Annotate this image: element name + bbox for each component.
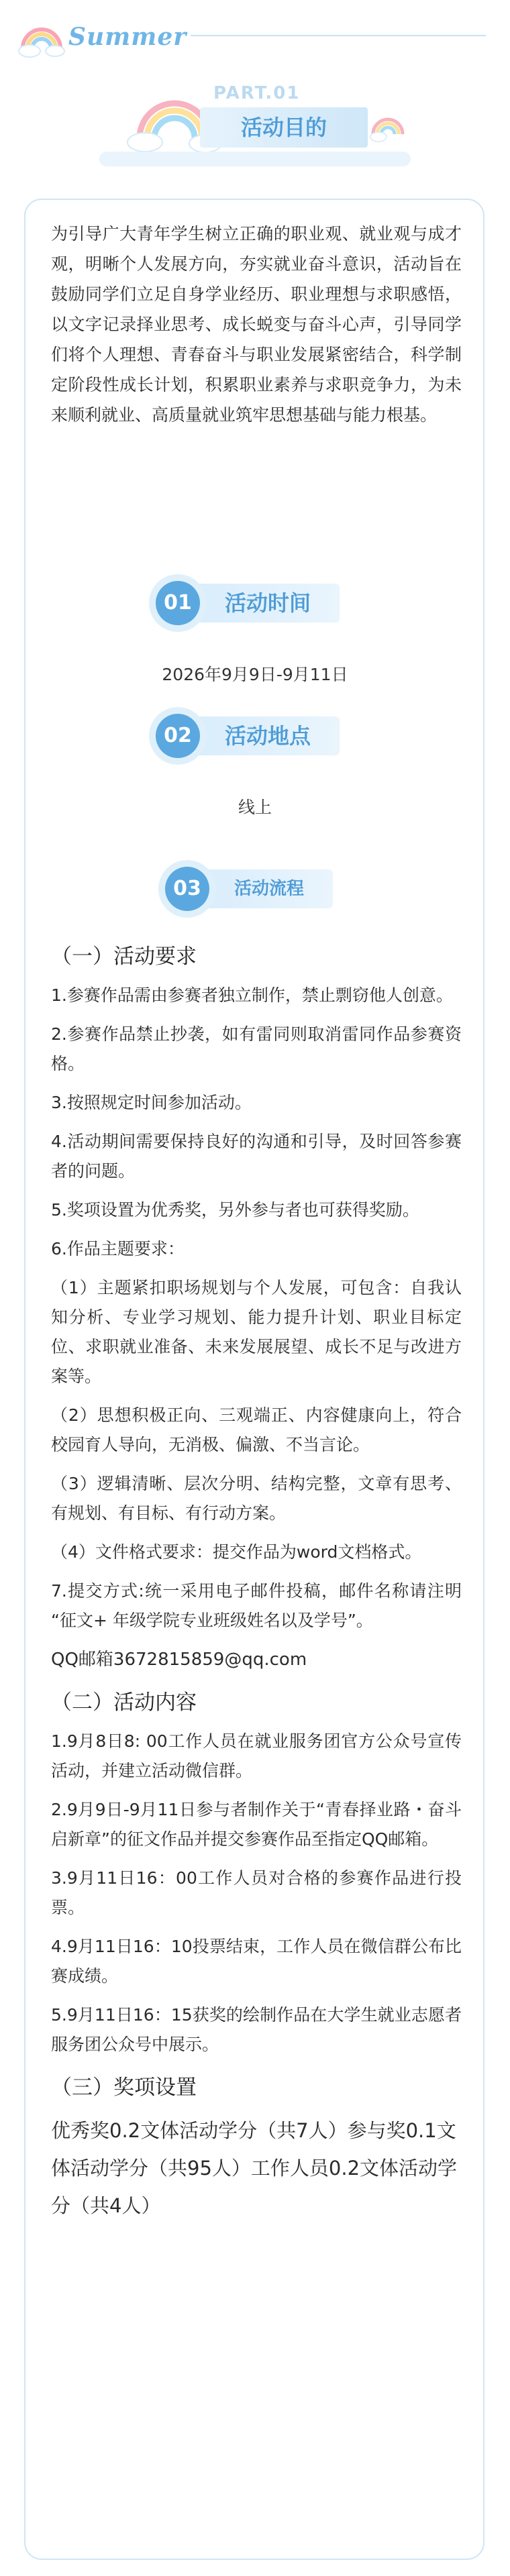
submission-email: QQ邮箱3672815859@qq.com xyxy=(51,1650,307,1670)
requirement-item: 3.按照规定时间参加活动。 xyxy=(51,1093,252,1112)
brand-logo xyxy=(16,11,191,64)
requirement-subitem: （3）逻辑清晰、层次分明、结构完整，文章有思考、有规划、有目标、有行动方案。 xyxy=(51,1474,462,1523)
intro-paragraph: 为引导广大青年学生树立正确的职业观、就业观与成才观，明晰个人发展方向，夯实就业奋斗意识，活动旨在鼓励同学们立足自身学业经历、职业理想与求职感悟，以文字记录择业思考、成长蜕变与奋斗心声，引导同学们将个人理想、青春奋斗与职业发展紧密结合，科学制定阶段性成长计划，积累职业素养与求职竞争力，为未来顺利就业、高质量就业筑牢思想基础与能力根基。 xyxy=(51,224,462,425)
requirement-item: 2.参赛作品禁止抄袭，如有雷同则取消雷同作品参赛资格。 xyxy=(51,1024,462,1073)
page-title: 活动目的 xyxy=(200,107,368,148)
requirement-subitem: （1）主题紧扣职场规划与个人发展，可包含：自我认知分析、专业学习规划、能力提升计划、职业目标定位、求职就业准备、未来发展展望、成长不足与改进方案等。 xyxy=(51,1278,462,1386)
requirement-item: 7.提交方式:统一采用电子邮件投稿，邮件名称请注明 “征文+ 年级学院专业班级姓名以及学号”。 xyxy=(51,1581,462,1630)
section-process-heading xyxy=(158,860,340,918)
requirement-item: 5.奖项设置为优秀奖，另外参与者也可获得奖励。 xyxy=(51,1200,419,1220)
process-content xyxy=(51,938,462,2224)
section-number-badge xyxy=(149,707,207,765)
content-heading: （二）活动内容 xyxy=(51,1690,197,1715)
content-item: 4.9月11日16：10投票结束，工作人员在微信群公布比赛成绩。 xyxy=(51,1937,462,1986)
content-item: 5.9月11日16：15获奖的绘制作品在大学生就业志愿者服务团公众号中展示。 xyxy=(51,2005,462,2054)
awards-text: 优秀奖0.2文体活动学分（共7人）参与奖0.1文体活动学分（共95人）工作人员0.2文体活动学分（共4人） xyxy=(51,2119,458,2217)
brand-wordmark: Summer xyxy=(68,23,187,51)
small-rainbow-icon xyxy=(368,105,408,145)
requirements-heading: （一）活动要求 xyxy=(51,945,197,969)
part-label: PART.01 xyxy=(213,83,301,103)
section-number: 01 xyxy=(156,581,200,625)
section-title: 活动时间 xyxy=(196,584,340,623)
section-title: 活动流程 xyxy=(205,869,333,908)
section-number: 02 xyxy=(156,714,200,758)
section-number: 03 xyxy=(165,867,209,911)
requirement-item: 6.作品主题要求： xyxy=(51,1239,185,1258)
activity-location-value: 线上 xyxy=(238,798,272,817)
header-divider xyxy=(191,35,486,36)
activity-time-value: 2026年9月9日-9月11日 xyxy=(162,665,348,684)
section-number-badge xyxy=(158,860,216,918)
content-item: 1.9月8日8: 00工作人员在就业服务团官方公众号宣传活动，并建立活动微信群。 xyxy=(51,1731,462,1780)
section-time-heading xyxy=(149,574,344,632)
content-item: 2.9月9日-9月11日参与者制作关于“青春择业路・奋斗启新章”的征文作品并提交参赛作品至指定QQ邮箱。 xyxy=(51,1800,462,1849)
section-title: 活动地点 xyxy=(196,716,340,755)
requirement-subitem: （4）文件格式要求：提交作品为word文档格式。 xyxy=(51,1542,422,1562)
top-banner xyxy=(0,0,510,74)
section-number-badge xyxy=(149,574,207,632)
title-underlay xyxy=(99,152,411,166)
requirement-item: 1.参赛作品需由参赛者独立制作，禁止剽窃他人创意。 xyxy=(51,985,453,1005)
requirement-subitem: （2）思想积极正向、三观端正、内容健康向上，符合校园育人导向，无消极、偏激、不当言论。 xyxy=(51,1405,462,1454)
requirement-item: 4.活动期间需要保持良好的沟通和引导，及时回答参赛者的问题。 xyxy=(51,1132,462,1181)
rainbow-icon xyxy=(16,11,70,64)
section-location-heading xyxy=(149,707,344,765)
awards-heading: （三）奖项设置 xyxy=(51,2076,197,2100)
part-title-block xyxy=(99,79,411,173)
content-item: 3.9月11日16：00工作人员对合格的参赛作品进行投票。 xyxy=(51,1868,462,1917)
